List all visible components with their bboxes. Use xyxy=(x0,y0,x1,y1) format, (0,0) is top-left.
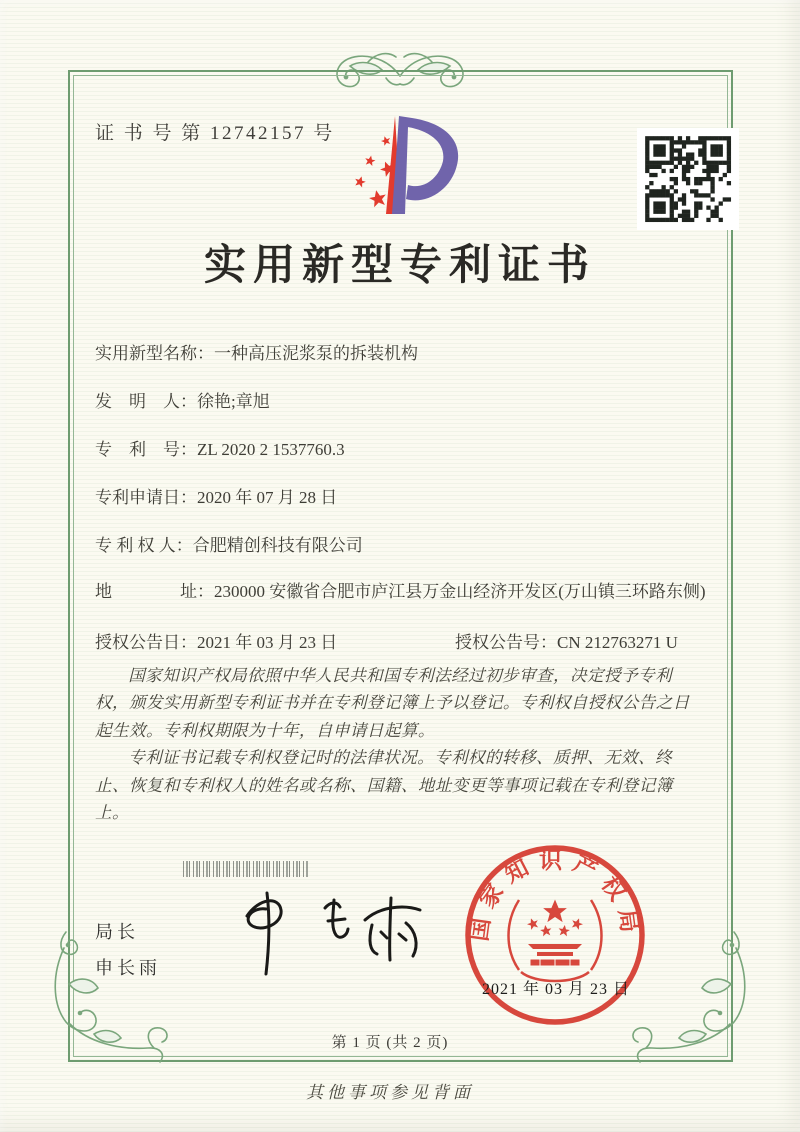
barcode xyxy=(183,861,309,877)
grant-no-value: CN 212763271 U xyxy=(557,633,678,652)
grant-date-label: 授权公告日： xyxy=(95,633,197,652)
body-paragraph-2: 专利证书记载专利权登记时的法律状况。专利权的转移、质押、无效、终止、恢复和专利权人的姓名或名称、国籍、地址变更等事项记载在专利登记簿上。 xyxy=(95,748,673,823)
field-label: 发 明 人： xyxy=(95,392,197,411)
field-patentee xyxy=(95,532,363,559)
field-address xyxy=(95,578,706,605)
field-utility-model-name xyxy=(95,340,418,367)
legal-body-text xyxy=(95,662,703,826)
back-side-note: 其他事项参见背面 xyxy=(306,1083,474,1102)
field-label: 专 利 号： xyxy=(95,440,197,459)
qr-code xyxy=(637,128,739,230)
signer-name: 申长雨 xyxy=(95,958,161,978)
cnipa-seal xyxy=(460,840,650,1030)
field-value: 2020 年 07 月 28 日 xyxy=(197,488,338,507)
seal-national-emblem xyxy=(509,900,602,982)
field-inventor xyxy=(95,388,270,415)
page-number: 第 1 页 (共 2 页) xyxy=(331,1035,449,1051)
certificate-title: 实用新型专利证书 xyxy=(203,243,596,289)
field-value: 合肥精创科技有限公司 xyxy=(192,536,363,555)
certificate-number: 证 书 号 第 12742157 号 xyxy=(95,123,335,144)
field-value: 一种高压泥浆泵的拆装机构 xyxy=(214,344,418,363)
field-filing-date xyxy=(95,484,337,511)
grant-date-value: 2021 年 03 月 23 日 xyxy=(197,633,338,652)
field-label: 专利申请日： xyxy=(95,488,197,507)
field-label: 专 利 权 人： xyxy=(95,536,193,555)
logo-purple-p xyxy=(392,116,458,214)
signer-role: 局长 xyxy=(95,922,139,942)
field-value: 徐艳;章旭 xyxy=(197,392,270,411)
field-value: 230000 安徽省合肥市庐江县万金山经济开发区(万山镇三环路东侧) xyxy=(214,582,706,601)
field-grant-row xyxy=(95,629,735,656)
cnipa-logo xyxy=(332,110,467,228)
signer-block xyxy=(95,914,161,986)
grant-no-label: 授权公告号： xyxy=(455,633,557,652)
field-grant-number xyxy=(455,629,678,656)
svg-text:国家知识产权局 xyxy=(467,848,644,943)
seal-date: 2021 年 03 月 23 日 xyxy=(481,981,630,998)
field-label: 地 址： xyxy=(95,582,214,601)
field-patent-number xyxy=(95,436,345,463)
field-label: 实用新型名称： xyxy=(95,344,214,363)
body-paragraph-1: 国家知识产权局依照中华人民共和国专利法经过初步审查，决定授予专利权，颁发实用新型专利证书并在专利登记簿上予以登记。专利权自授权公告之日起生效。专利权期限为十年，自申请日起算。 xyxy=(95,666,690,740)
field-value: ZL 2020 2 1537760.3 xyxy=(197,440,345,459)
seal-text: 国家知识产权局 xyxy=(466,848,644,943)
signature-shen-changyu xyxy=(233,890,423,985)
